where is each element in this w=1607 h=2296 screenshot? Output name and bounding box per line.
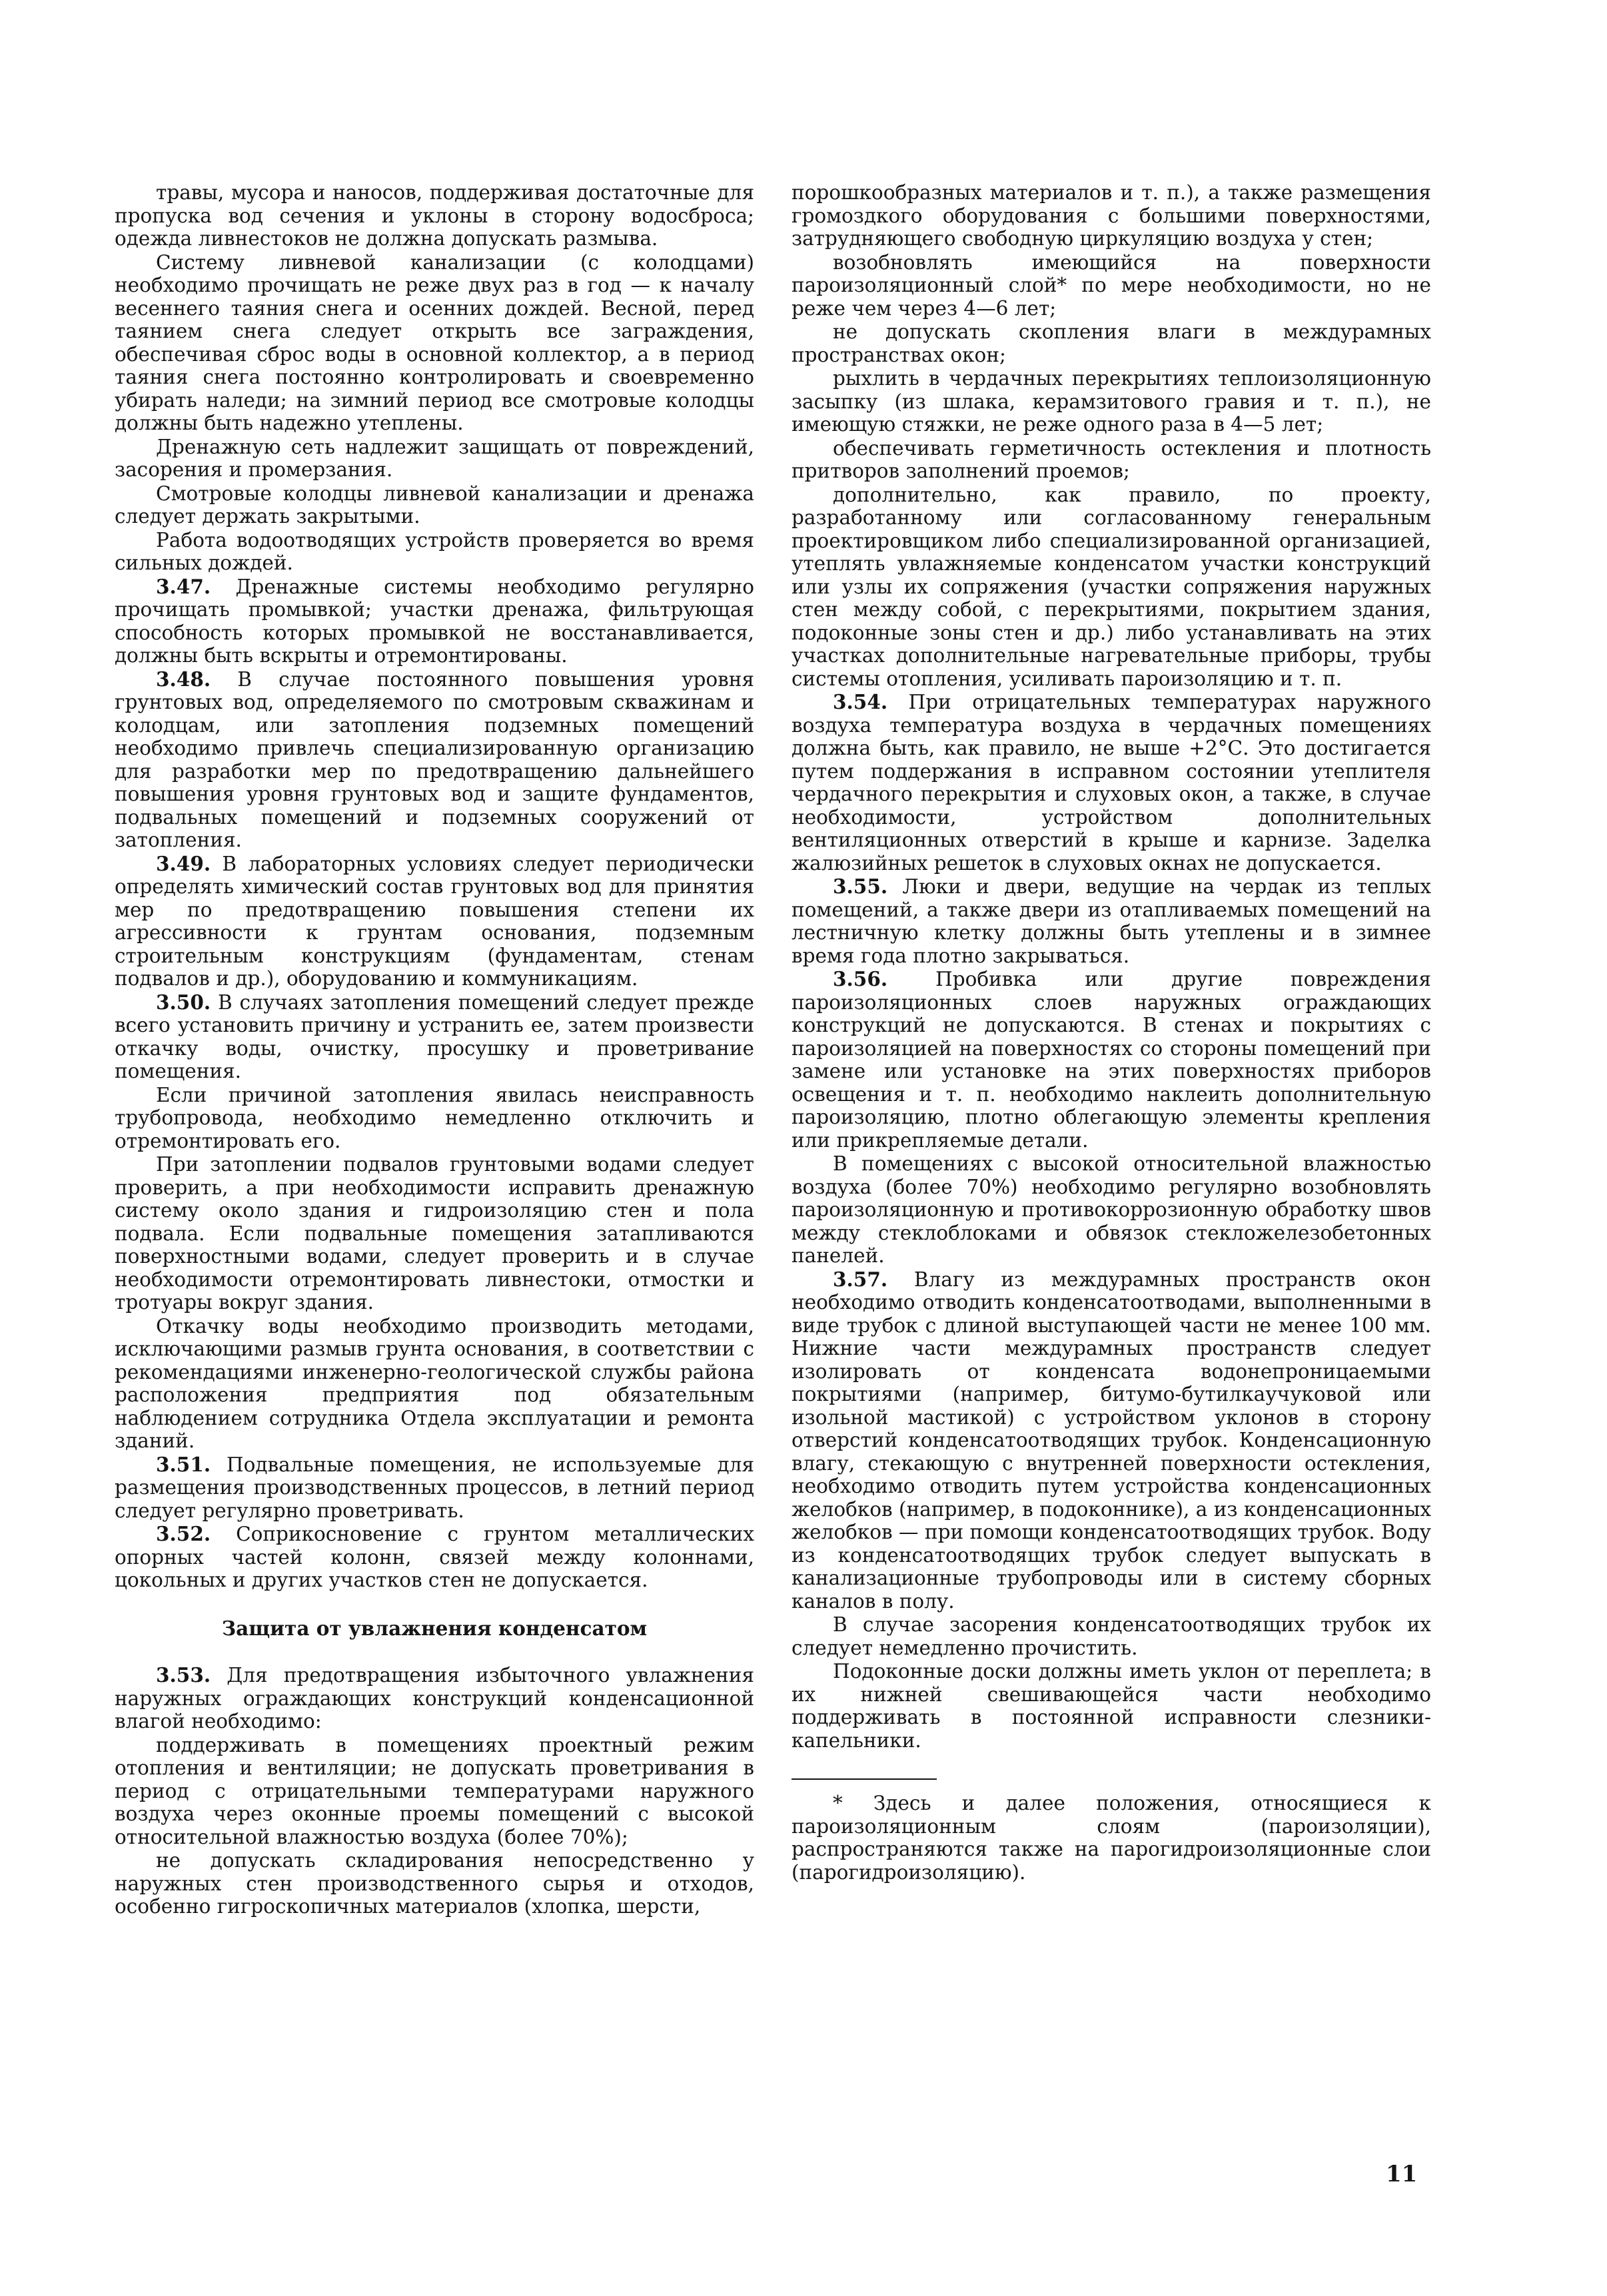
paragraph-text: Работа водоотводящих устройств проверяется во время сильных дождей.	[115, 528, 754, 574]
paragraph-text: Люки и двери, ведущие на чердак из теплых помещений, а также двери из отапливаемых помещений на лестничную клетку должны быть утеплены и в зимнее время года плотно закрываться.	[792, 875, 1431, 967]
paragraph-text: В лабораторных условиях следует периодически определять химический состав грунтовых вод для принятия мер по предотвращению повышения степени их агрессивности к грунтам основания, подземным строительным конструкциям (фундаментам, стенам подвалов и др.), оборудованию и коммуникациям.	[115, 852, 754, 990]
paragraph	[792, 181, 1431, 250]
paragraph	[115, 1084, 754, 1153]
clause-number: 3.52.	[156, 1522, 211, 1545]
numbered-paragraph	[115, 668, 754, 852]
paragraph	[115, 482, 754, 528]
clause-number: 3.55.	[833, 875, 888, 898]
footnote: * Здесь и далее положения, относящиеся к пароизоляционным слоям (пароизоляции), распространяются также на парогидроизоляционные слои (парогидроизоляцию).	[792, 1792, 1431, 1884]
numbered-paragraph	[115, 1664, 754, 1733]
paragraph-text: Дренажную сеть надлежит защищать от повреждений, засорения и промерзания.	[115, 435, 754, 481]
paragraph	[115, 1849, 754, 1918]
paragraph-text: не допускать складирования непосредственно у наружных стен производственного сырья и отходов, особенно гигроскопичных материалов (хлопка, шерсти,	[115, 1849, 754, 1918]
page-number: 11	[1386, 2161, 1418, 2187]
paragraph-text: При отрицательных температурах наружного воздуха температура воздуха в чердачных помещениях должна быть, как правило, не выше +2°С. Это достигается путем поддержания в исправном состоянии утеплителя чердачного перекрытия и слуховых окон, а также, в случае необходимости, устройством дополнительных вентиляционных отверстий в крыше и карнизе. Заделка жалюзийных решеток в слуховых окнах не допускается.	[792, 691, 1431, 875]
paragraph-text: Подоконные доски должны иметь уклон от переплета; в их нижней свешивающейся части необходимо поддерживать в постоянной исправности слезники-капельники.	[792, 1660, 1431, 1752]
paragraph-text: порошкообразных материалов и т. п.), а также размещения громоздкого оборудования с большими поверхностями, затрудняющего свободную циркуляцию воздуха у стен;	[792, 181, 1431, 250]
paragraph	[115, 251, 754, 435]
paragraph-text: поддерживать в помещениях проектный режим отопления и вентиляции; не допускать проветривания в период с отрицательными температурами наружного воздуха через оконные проемы помещений с высокой относительной влажностью воздуха (более 70%);	[115, 1733, 754, 1848]
paragraph-text: При затоплении подвалов грунтовыми водами следует проверить, а при необходимости исправить дренажную систему около здания и гидроизоляцию стен и пола подвала. Если подвальные помещения затапливаются поверхностными водами, следует проверить и в случае необходимости отремонтировать ливнестоки, отмостки и тротуары вокруг здания.	[115, 1153, 754, 1314]
numbered-paragraph	[792, 1268, 1431, 1613]
numbered-paragraph	[115, 575, 754, 667]
paragraph-text: Если причиной затопления явилась неисправность трубопровода, необходимо немедленно отключить и отремонтировать его.	[115, 1083, 754, 1152]
numbered-paragraph	[115, 1523, 754, 1592]
paragraph	[792, 437, 1431, 483]
paragraph	[792, 367, 1431, 436]
clause-number: 3.56.	[833, 967, 888, 990]
numbered-paragraph	[792, 875, 1431, 967]
paragraph-text: травы, мусора и наносов, поддерживая достаточные для пропуска вод сечения и уклоны в сторону водосброса; одежда ливнестоков не должна допускать размыва.	[115, 181, 754, 250]
paragraph	[115, 1315, 754, 1453]
paragraph-text: обеспечивать герметичность остекления и плотность притворов заполнений проемов;	[792, 436, 1431, 482]
paragraph-text: возобновлять имеющийся на поверхности пароизоляционный слой* по мере необходимости, но не реже чем через 4—6 лет;	[792, 250, 1431, 320]
clause-number: 3.48.	[156, 667, 211, 691]
clause-number: 3.47.	[156, 574, 211, 598]
footnote-divider	[792, 1778, 937, 1780]
paragraph-text: В случаях затопления помещений следует прежде всего установить причину и устранить ее, затем произвести откачку воды, очистку, просушку и проветривание помещения.	[115, 990, 754, 1082]
paragraph	[115, 1153, 754, 1314]
right-column	[792, 181, 1431, 1884]
paragraph-text: В случае постоянного повышения уровня грунтовых вод, определяемого по смотровым скважинам и колодцам, или затопления подземных помещений необходимо привлечь специализированную организацию для разработки мер по предотвращению дальнейшего повышения уровня грунтовых вод и защите фундаментов, подвальных помещений и подземных сооружений от затопления.	[115, 667, 754, 851]
paragraph-text: Откачку воды необходимо производить методами, исключающими размыв грунта основания, в соответствии с рекомендациями инженерно-геологической службы района расположения предприятия под обязательным наблюдением сотрудника Отдела эксплуатации и ремонта зданий.	[115, 1314, 754, 1452]
paragraph	[115, 529, 754, 575]
numbered-paragraph	[115, 853, 754, 990]
paragraph-text: Дренажные системы необходимо регулярно прочищать промывкой; участки дренажа, фильтрующая способность которых промывкой не восстанавливается, должны быть вскрыты и отремонтированы.	[115, 575, 754, 667]
paragraph-text: Систему ливневой канализации (с колодцами) необходимо прочищать не реже двух раз в год — к началу весеннего таяния снега и осенних дождей. Весной, перед таянием снега следует открыть все заграждения, обеспечивая сброс воды в основной коллектор, а в период таяния снега постоянно контролировать и своевременно убирать наледи; на зимний период все смотровые колодцы должны быть надежно утеплены.	[115, 250, 754, 434]
paragraph-text: Соприкосновение с грунтом металлических опорных частей колонн, связей между колоннами, цокольных и других участков стен не допускается.	[115, 1523, 754, 1591]
numbered-paragraph	[792, 968, 1431, 1152]
paragraph-text: не допускать скопления влаги в междурамных пространствах окон;	[792, 320, 1431, 366]
paragraph	[792, 251, 1431, 320]
clause-number: 3.57.	[833, 1267, 888, 1291]
section-heading: Защита от увлажнения конденсатом	[221, 1616, 648, 1640]
paragraph	[792, 484, 1431, 691]
paragraph-text: Подвальные помещения, не используемые для размещения производственных процессов, в летний период следует регулярно проветривать.	[115, 1453, 754, 1522]
numbered-paragraph	[115, 1453, 754, 1523]
paragraph-text: Смотровые колодцы ливневой канализации и дренажа следует держать закрытыми.	[115, 482, 754, 528]
numbered-paragraph	[115, 991, 754, 1083]
paragraph-text: рыхлить в чердачных перекрытиях теплоизоляционную засыпку (из шлака, керамзитового гравия и т. п.), не имеющую стяжки, не реже одного раза в 4—5 лет;	[792, 367, 1431, 436]
paragraph	[792, 1660, 1431, 1752]
paragraph-text: Для предотвращения избыточного увлажнения наружных ограждающих конструкций конденсационной влагой необходимо:	[115, 1664, 754, 1732]
paragraph	[115, 436, 754, 482]
paragraph-text: Пробивка или другие повреждения пароизоляционных слоев наружных ограждающих конструкций не допускаются. В стенах и покрытиях с пароизоляцией на поверхностях со стороны помещений при замене или установке на этих поверхностях приборов освещения и т. п. необходимо наклеить дополнительную пароизоляцию, плотно облегающую элементы крепления или прикрепляемые детали.	[792, 968, 1431, 1152]
clause-number: 3.49.	[156, 851, 211, 875]
left-column	[115, 181, 754, 1918]
paragraph	[792, 1152, 1431, 1268]
paragraph	[792, 320, 1431, 366]
clause-number: 3.50.	[156, 990, 211, 1014]
numbered-paragraph	[792, 691, 1431, 875]
paragraph	[792, 1613, 1431, 1659]
clause-number: 3.53.	[156, 1663, 211, 1687]
clause-number: 3.51.	[156, 1452, 211, 1476]
clause-number: 3.54.	[833, 690, 888, 713]
paragraph-text: дополнительно, как правило, по проекту, разработанному или согласованному генеральным проектировщиком либо специализированной организацией, утеплять увлажняемые конденсатом участки конструкций или узлы их сопряжения (участки сопряжения наружных стен между собой, с перекрытиями, покрытием здания, подоконные зоны стен и др.) либо устанавливать на этих участках дополнительные нагревательные приборы, трубы системы отопления, усиливать пароизоляцию и т. п.	[792, 483, 1431, 690]
paragraph	[115, 1734, 754, 1849]
paragraph-text: В случае засорения конденсатоотводящих трубок их следует немедленно прочистить.	[792, 1613, 1431, 1659]
paragraph	[115, 181, 754, 250]
paragraph-text: В помещениях с высокой относительной влажностью воздуха (более 70%) необходимо регулярно возобновлять пароизоляционную и противокоррозионную обработку швов между стеклоблоками и обвязок стекложелезобетонных панелей.	[792, 1152, 1431, 1267]
paragraph-text: Влагу из междурамных пространств окон необходимо отводить конденсатоотводами, выполненными в виде трубок с длиной выступающей части не менее 100 мм. Нижние части междурамных пространств следует изолировать от конденсата водонепроницаемыми покрытиями (например, битумо-бутилкаучуковой или изольной мастикой) с устройством уклонов в сторону отверстий конденсатоотводящих трубок. Конденсационную влагу, стекающую с внутренней поверхности остекления, необходимо отводить путем устройства конденсационных желобков (например, в подоконнике), а из конденсационных желобков — при помощи конденсатоотводящих трубок. Воду из конденсатоотводящих трубок следует выпускать в канализационные трубопроводы или в систему сборных каналов в полу.	[792, 1268, 1431, 1613]
